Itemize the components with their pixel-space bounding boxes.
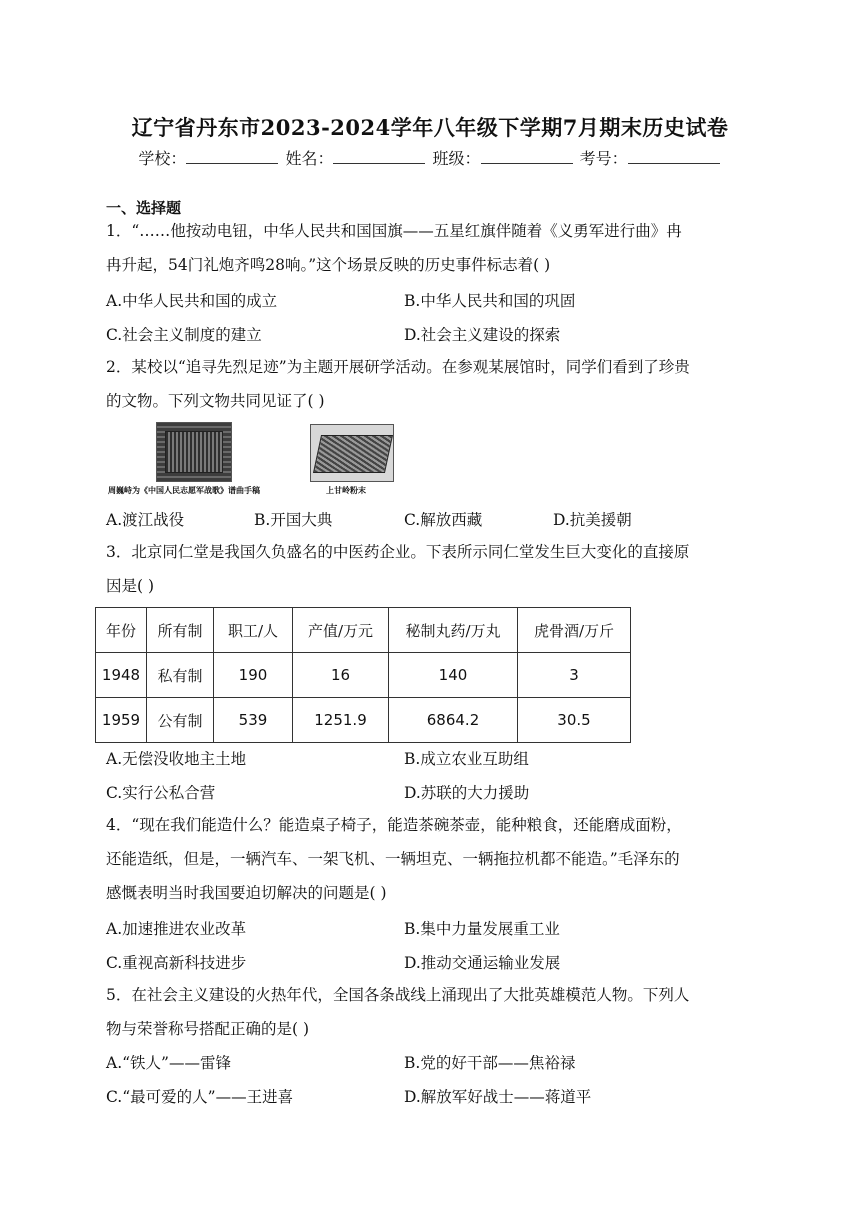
- name-label: 姓名：: [285, 149, 334, 168]
- table-cell: 3: [518, 653, 631, 698]
- question-2-option-b[interactable]: B.开国大典: [254, 511, 333, 529]
- question-3-option-d[interactable]: D.苏联的大力援助: [404, 784, 530, 802]
- question-2-line-2: 的文物。下列文物共同见证了( ): [106, 392, 325, 410]
- question-4-option-c[interactable]: C.重视高新科技进步: [106, 954, 247, 972]
- question-3-option-b[interactable]: B.成立农业互助组: [404, 750, 529, 768]
- section-title: 一、选择题: [106, 199, 182, 217]
- question-1-line-1: 1．“……他按动电钮，中华人民共和国国旗——五星红旗伴随着《义勇军进行曲》冉: [106, 222, 682, 240]
- name-blank[interactable]: [333, 149, 425, 164]
- question-4-option-b[interactable]: B.集中力量发展重工业: [404, 920, 560, 938]
- question-4-line-3: 感慨表明当时我国要迫切解决的问题是( ): [106, 884, 387, 902]
- table-cell: 190: [214, 653, 293, 698]
- table-header-cell: 产值/万元: [293, 608, 389, 653]
- table-cell: 1959: [96, 698, 147, 743]
- question-2-option-d[interactable]: D.抗美援朝: [553, 511, 632, 529]
- table-header-cell: 年份: [96, 608, 147, 653]
- table-header-cell: 虎骨酒/万斤: [518, 608, 631, 653]
- table-cell: 1251.9: [293, 698, 389, 743]
- table-header-cell: 职工/人: [214, 608, 293, 653]
- table-cell: 公有制: [147, 698, 214, 743]
- table-cell: 6864.2: [389, 698, 518, 743]
- soil-relic-caption: 上甘岭粉末: [326, 486, 366, 495]
- class-label: 班级：: [432, 149, 481, 168]
- table-header-cell: 秘制丸药/万丸: [389, 608, 518, 653]
- class-blank[interactable]: [481, 149, 573, 164]
- question-5-option-a[interactable]: A.“铁人”——雷锋: [106, 1054, 231, 1072]
- question-2-option-c[interactable]: C.解放西藏: [404, 511, 483, 529]
- question-1-option-b[interactable]: B.中华人民共和国的巩固: [404, 292, 576, 310]
- question-5-line-2: 物与荣誉称号搭配正确的是( ): [106, 1020, 310, 1038]
- question-4-line-1: 4．“现在我们能造什么？能造桌子椅子，能造茶碗茶壶，能种粮食，还能磨成面粉，: [106, 816, 682, 834]
- table-cell: 16: [293, 653, 389, 698]
- question-1-option-c[interactable]: C.社会主义制度的建立: [106, 326, 262, 344]
- school-label: 学校：: [138, 149, 187, 168]
- question-4-option-a[interactable]: A.加速推进农业改革: [106, 920, 247, 938]
- question-5-option-d[interactable]: D.解放军好战士——蒋道平: [404, 1088, 592, 1106]
- question-2-option-a[interactable]: A.渡江战役: [106, 511, 185, 529]
- exam-title: 辽宁省丹东市2023-2024学年八年级下学期7月期末历史试卷: [131, 115, 729, 140]
- exam-no-blank[interactable]: [628, 149, 720, 164]
- question-4-option-d[interactable]: D.推动交通运输业发展: [404, 954, 561, 972]
- question-1-line-2: 冉升起，54门礼炮齐鸣28响。”这个场景反映的历史事件标志着( ): [106, 256, 551, 274]
- question-1-option-d[interactable]: D.社会主义建设的探索: [404, 326, 561, 344]
- question-3-option-c[interactable]: C.实行公私合营: [106, 784, 216, 802]
- question-2-line-1: 2．某校以“追寻先烈足迹”为主题开展研学活动。在参观某展馆时，同学们看到了珍贵: [106, 358, 690, 376]
- student-info-row: [0, 146, 860, 169]
- question-5-option-c[interactable]: C.“最可爱的人”——王进喜: [106, 1088, 294, 1106]
- question-3-line-1: 3．北京同仁堂是我国久负盛名的中医药企业。下表所示同仁堂发生巨大变化的直接原: [106, 543, 690, 561]
- table-cell: 140: [389, 653, 518, 698]
- table-header-row: [96, 608, 631, 653]
- question-4-line-2: 还能造纸，但是，一辆汽车、一架飞机、一辆坦克、一辆拖拉机都不能造。”毛泽东的: [106, 850, 680, 868]
- question-3-line-2: 因是( ): [106, 577, 155, 595]
- soil-relic-photo: [310, 424, 394, 482]
- question-3-option-a[interactable]: A.无偿没收地主土地: [106, 750, 247, 768]
- table-cell: 私有制: [147, 653, 214, 698]
- table-row: [96, 698, 631, 743]
- tongrentang-table: [95, 607, 631, 743]
- question-5-option-b[interactable]: B.党的好干部——焦裕禄: [404, 1054, 576, 1072]
- manuscript-photo: [156, 422, 232, 482]
- table-row: [96, 653, 631, 698]
- table-header-cell: 所有制: [147, 608, 214, 653]
- manuscript-caption: 周巍峙为《中国人民志愿军战歌》谱曲手稿: [108, 486, 260, 495]
- school-blank[interactable]: [186, 149, 278, 164]
- question-5-line-1: 5．在社会主义建设的火热年代，全国各条战线上涌现出了大批英雄模范人物。下列人: [106, 986, 690, 1004]
- table-cell: 1948: [96, 653, 147, 698]
- exam-no-label: 考号：: [579, 149, 628, 168]
- question-1-option-a[interactable]: A.中华人民共和国的成立: [106, 292, 278, 310]
- table-cell: 30.5: [518, 698, 631, 743]
- table-cell: 539: [214, 698, 293, 743]
